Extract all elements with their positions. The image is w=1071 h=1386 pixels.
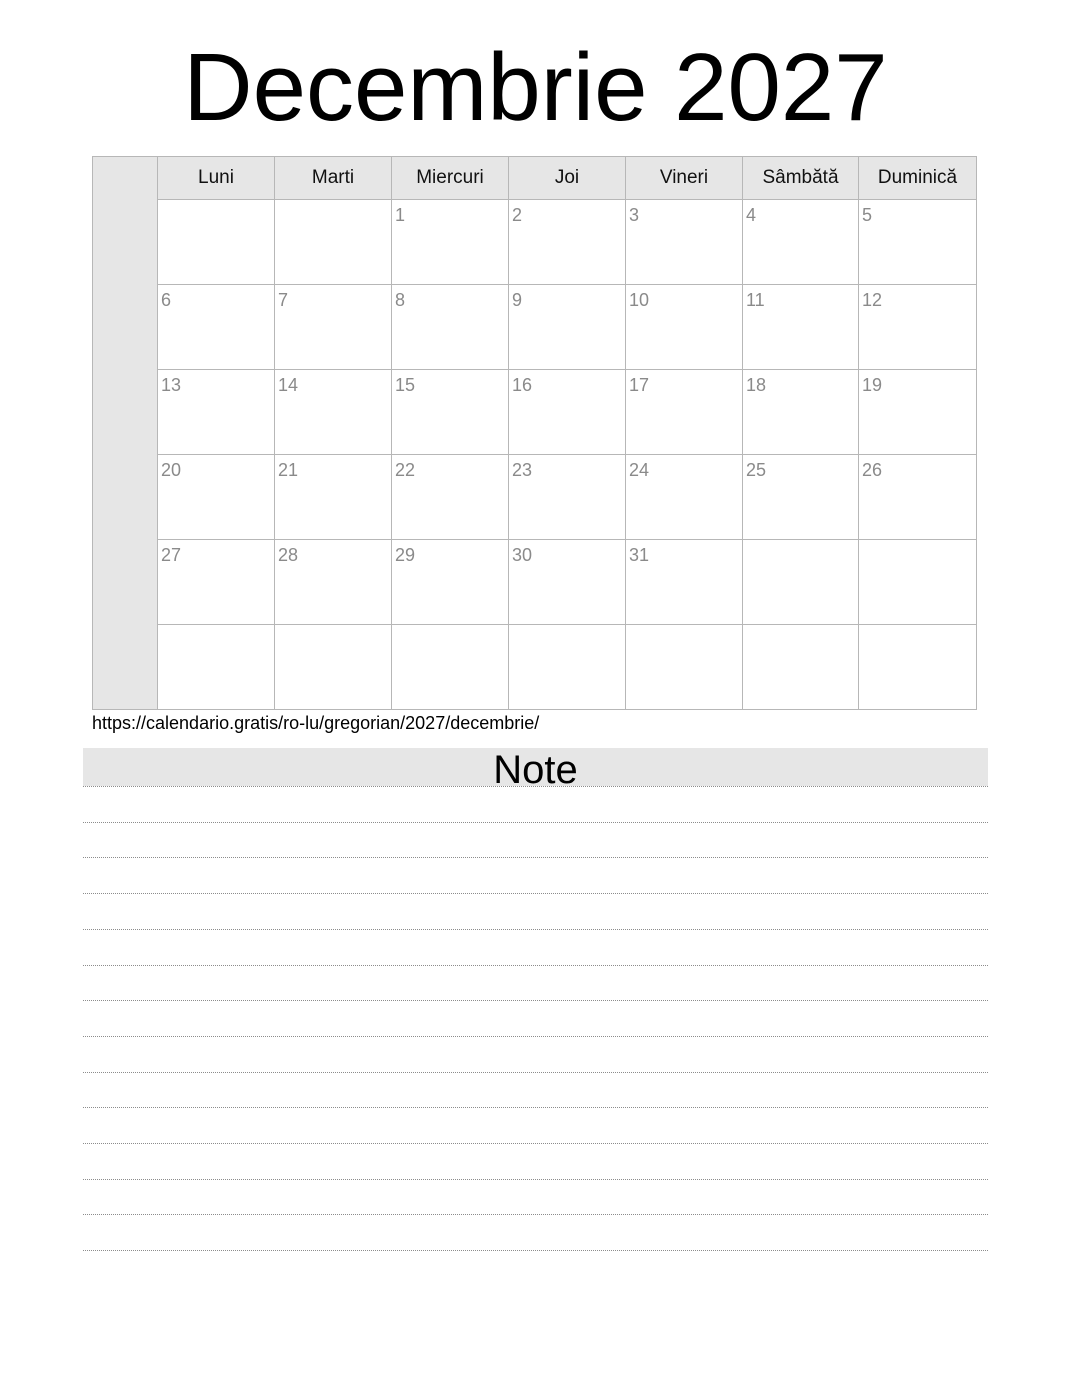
weekday-header: Duminică — [859, 157, 976, 200]
day-cell — [275, 455, 392, 540]
day-number: 21 — [278, 460, 299, 480]
day-cell — [158, 200, 275, 285]
note-line — [83, 929, 988, 930]
day-cell — [392, 200, 509, 285]
day-number: 1 — [395, 205, 406, 225]
day-number: 30 — [512, 545, 533, 565]
day-cell — [626, 540, 743, 625]
day-cell — [859, 200, 976, 285]
note-line — [83, 893, 988, 894]
day-cell — [275, 200, 392, 285]
day-number: 4 — [746, 205, 757, 225]
day-cell — [743, 285, 859, 370]
day-cell — [392, 285, 509, 370]
day-cell — [859, 370, 976, 455]
day-cell — [743, 370, 859, 455]
month-grid — [158, 157, 976, 709]
day-cell — [626, 625, 743, 709]
day-cell — [158, 370, 275, 455]
day-number: 17 — [629, 375, 650, 395]
day-cell — [392, 540, 509, 625]
day-cell — [275, 370, 392, 455]
day-number: 7 — [278, 290, 289, 310]
day-number: 28 — [278, 545, 299, 565]
day-number: 25 — [746, 460, 767, 480]
note-line — [83, 1036, 988, 1037]
note-line — [83, 1107, 988, 1108]
day-cell — [509, 200, 626, 285]
weekday-header: Joi — [509, 157, 626, 200]
day-number: 31 — [629, 545, 650, 565]
calendar-grid — [92, 156, 977, 710]
day-cell — [158, 540, 275, 625]
day-cell — [743, 455, 859, 540]
day-number: 3 — [629, 205, 640, 225]
weekday-header: Miercuri — [392, 157, 509, 200]
day-cell — [509, 625, 626, 709]
day-number: 2 — [512, 205, 523, 225]
day-cell — [158, 455, 275, 540]
weekday-header: Luni — [158, 157, 275, 200]
day-cell — [743, 200, 859, 285]
note-line — [83, 1072, 988, 1073]
note-line — [83, 1250, 988, 1251]
source-url: https://calendario.gratis/ro-lu/gregorian/2027/decembrie/ — [92, 713, 540, 733]
day-cell — [626, 455, 743, 540]
note-line — [83, 1000, 988, 1001]
page-title: Decembrie 2027 — [183, 34, 888, 141]
day-number: 8 — [395, 290, 406, 310]
day-number: 29 — [395, 545, 416, 565]
day-number: 11 — [746, 290, 765, 310]
day-cell — [626, 285, 743, 370]
day-number: 9 — [512, 290, 523, 310]
day-cell — [509, 455, 626, 540]
day-cell — [743, 625, 859, 709]
weekday-header: Sâmbătă — [743, 157, 859, 200]
note-line — [83, 786, 988, 787]
note-line — [83, 1143, 988, 1144]
day-cell — [392, 455, 509, 540]
day-cell — [626, 200, 743, 285]
weekday-header: Marti — [275, 157, 392, 200]
day-cell — [392, 625, 509, 709]
day-number: 13 — [161, 375, 182, 395]
day-cell — [275, 540, 392, 625]
day-number: 14 — [278, 375, 299, 395]
day-number: 15 — [395, 375, 416, 395]
day-cell — [392, 370, 509, 455]
day-cell — [859, 285, 976, 370]
day-cell — [743, 540, 859, 625]
day-number: 20 — [161, 460, 182, 480]
day-number: 24 — [629, 460, 650, 480]
day-cell — [158, 625, 275, 709]
note-line — [83, 965, 988, 966]
day-cell — [509, 370, 626, 455]
day-number: 12 — [862, 290, 883, 310]
note-line — [83, 1214, 988, 1215]
day-number: 23 — [512, 460, 533, 480]
weekday-header: Vineri — [626, 157, 743, 200]
day-number: 26 — [862, 460, 883, 480]
day-cell — [859, 455, 976, 540]
day-cell — [158, 285, 275, 370]
day-number: 10 — [629, 290, 650, 310]
day-number: 18 — [746, 375, 767, 395]
note-line — [83, 1179, 988, 1180]
day-cell — [859, 625, 976, 709]
day-cell — [275, 285, 392, 370]
day-number: 27 — [161, 545, 182, 565]
day-number: 19 — [862, 375, 883, 395]
notes-title: Note — [83, 748, 988, 786]
day-number: 22 — [395, 460, 416, 480]
note-line — [83, 822, 988, 823]
note-line — [83, 857, 988, 858]
day-cell — [509, 285, 626, 370]
week-number-column — [93, 157, 158, 709]
day-cell — [275, 625, 392, 709]
day-cell — [626, 370, 743, 455]
day-cell — [859, 540, 976, 625]
day-number: 16 — [512, 375, 533, 395]
day-cell — [509, 540, 626, 625]
day-number: 6 — [161, 290, 172, 310]
day-number: 5 — [862, 205, 873, 225]
